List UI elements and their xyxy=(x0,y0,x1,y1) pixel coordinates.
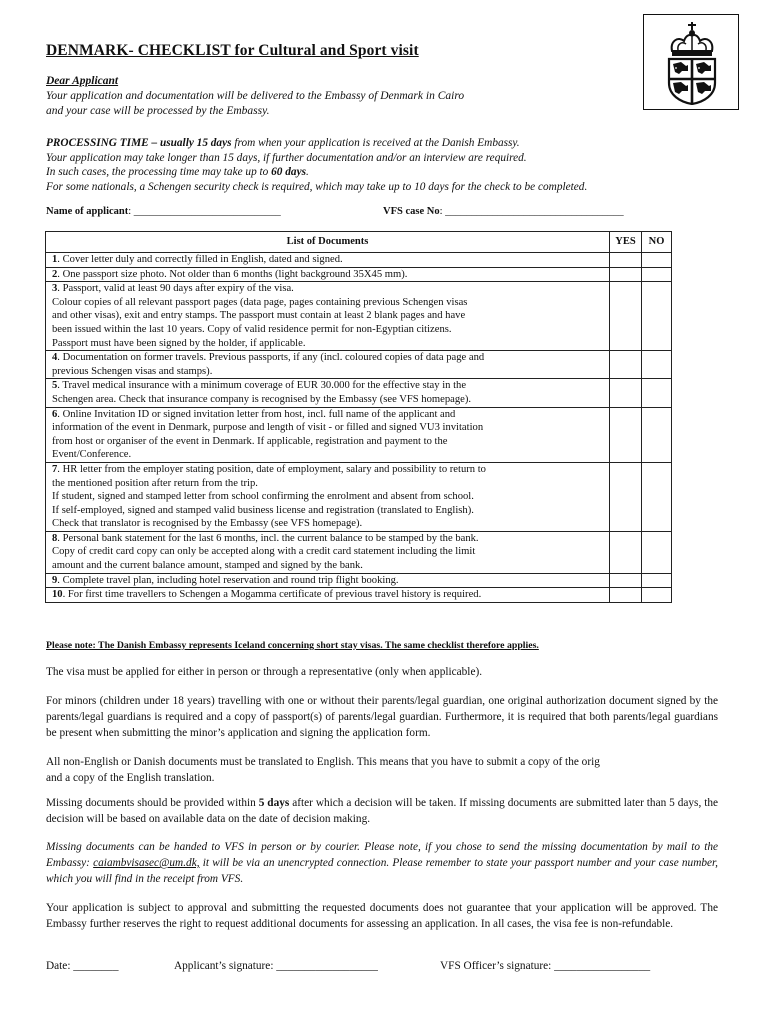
intro-block xyxy=(46,74,646,119)
greeting: Dear Applicant xyxy=(46,75,119,87)
item-number: 1 xyxy=(52,254,58,265)
processing-block xyxy=(46,136,686,194)
intro-line: and your case will be processed by the Embassy. xyxy=(46,105,270,117)
table-row xyxy=(46,531,672,573)
item-number: 4 xyxy=(52,352,58,364)
processing-line xyxy=(46,136,686,151)
missing-text: after which a decision will be taken. If missing documents are submitted later than 5 days, the decision will be based on available data on the date of decision making. xyxy=(46,797,718,825)
table-row xyxy=(46,267,672,282)
item-number: 10 xyxy=(52,589,63,601)
no-checkbox-cell[interactable] xyxy=(642,531,672,573)
iceland-note: Please note: The Danish Embassy represents Iceland concerning short stay visas. The same checklist therefore applies. xyxy=(46,640,539,651)
vfs-case-blank: : __________________________________ xyxy=(439,206,624,217)
yes-checkbox-cell[interactable] xyxy=(610,531,642,573)
document-item xyxy=(46,588,610,603)
document-item xyxy=(46,379,610,407)
page-title: DENMARK- CHECKLIST for Cultural and Sport visit xyxy=(46,42,419,59)
paragraph-translation xyxy=(46,754,718,786)
coat-of-arms-icon xyxy=(664,21,720,105)
applicant-name-field[interactable] xyxy=(46,206,281,217)
yes-checkbox-cell[interactable] xyxy=(610,379,642,407)
item-text: . One passport size photo. Not older than 6 months (light background 35X45 mm). xyxy=(57,268,408,280)
document-item xyxy=(46,573,610,588)
date-field[interactable]: Date: ________ xyxy=(46,960,119,972)
table-row xyxy=(46,573,672,588)
table-row xyxy=(46,462,672,531)
document-item xyxy=(46,407,610,462)
applicant-signature-field[interactable]: Applicant’s signature: __________________ xyxy=(174,960,378,972)
document-item xyxy=(46,267,610,282)
processing-days: 60 days xyxy=(271,166,306,178)
translation-line: All non-English or Danish documents must be translated to English. This means that you have to submit a copy of the orig xyxy=(46,756,600,768)
embassy-email-link[interactable]: caiambvisasec@um.dk, xyxy=(93,857,200,869)
no-checkbox-cell[interactable] xyxy=(642,573,672,588)
item-number: 6 xyxy=(52,408,58,420)
yes-checkbox-cell[interactable] xyxy=(610,267,642,282)
no-checkbox-cell[interactable] xyxy=(642,267,672,282)
item-number: 2 xyxy=(52,268,58,280)
no-checkbox-cell[interactable] xyxy=(642,407,672,462)
table-row xyxy=(46,282,672,351)
paragraph-representative: The visa must be applied for either in person or through a representative (only when applicable). xyxy=(46,666,483,678)
header-documents: List of Documents xyxy=(46,232,610,253)
processing-text: In such cases, the processing time may take up to xyxy=(46,166,272,178)
courier-text: Missing documents can be handed to VFS in person or by courier. Please note, if you chose to send the missing documentation by mail to the Embassy: xyxy=(46,841,718,869)
intro-line: Your application and documentation will be delivered to the Embassy of Denmark in Cairo xyxy=(46,90,465,102)
no-checkbox-cell[interactable] xyxy=(642,253,672,268)
yes-checkbox-cell[interactable] xyxy=(610,462,642,531)
translation-line: and a copy of the English translation. xyxy=(46,772,215,784)
documents-table xyxy=(45,231,672,603)
document-item xyxy=(46,462,610,531)
paragraph-missing-documents xyxy=(46,795,718,827)
vfs-officer-signature-field[interactable]: VFS Officer’s signature: _________________ xyxy=(440,960,651,972)
no-checkbox-cell[interactable] xyxy=(642,379,672,407)
no-checkbox-cell[interactable] xyxy=(642,351,672,379)
item-text: . Personal bank statement for the last 6 months, incl. the current balance to be stamped by the bank. Copy of credit card copy can only be accepted along with a credit card statement including the limit amount and the current balance amount, stamped and signed by the bank. xyxy=(52,532,479,572)
item-text: . Passport, valid at least 90 days after expiry of the visa. Colour copies of all relevant passport pages (data page, pages containing previous Schengen visas and other visas), exit and entry stamps. The passport must contain at least 2 blank pages and have been issued within the last 10 years. Copy of valid residence permit for non-Egyptian citizens. Passport must have been signed by the holder, if applicable. xyxy=(52,283,468,349)
table-row xyxy=(46,379,672,407)
item-text: . Documentation on former travels. Previous passports, if any (incl. coloured copies of data page and previous Schengen visas and stamps). xyxy=(52,352,485,377)
item-number: 3 xyxy=(52,283,58,295)
processing-text: from when your application is received at the Danish Embassy. xyxy=(231,137,520,149)
processing-line xyxy=(46,165,686,180)
yes-checkbox-cell[interactable] xyxy=(610,407,642,462)
no-checkbox-cell[interactable] xyxy=(642,462,672,531)
applicant-name-blank: : ____________________________ xyxy=(128,206,281,217)
no-checkbox-cell[interactable] xyxy=(642,282,672,351)
yes-checkbox-cell[interactable] xyxy=(610,573,642,588)
item-text: . HR letter from the employer stating position, date of employment, salary and possibility to return to the mentioned position after return from the trip. If student, signed and stamped letter from school confirming the enrolment and absent from school. If self-employed, signed and stamped valid business license and registration (translated to English). Check that translator is recognised by the Embassy (see VFS homepage). xyxy=(52,463,486,530)
item-number: 9 xyxy=(52,574,58,586)
vfs-case-field[interactable] xyxy=(383,206,624,217)
header-no: NO xyxy=(642,232,672,253)
document-item xyxy=(46,253,610,268)
table-row xyxy=(46,588,672,603)
table-header-row xyxy=(46,232,672,253)
processing-text: . xyxy=(306,166,309,178)
item-text: . Cover letter duly and correctly filled in English, dated and signed. xyxy=(57,254,343,265)
document-item xyxy=(46,282,610,351)
paragraph-approval: Your application is subject to approval and submitting the requested documents does not guarantee that your application will be approved. The Embassy further reserves the right to request additional documents for assessing an application. In all cases, the visa fee is non-refundable. xyxy=(46,902,718,930)
table-row xyxy=(46,351,672,379)
processing-line: For some nationals, a Schengen security check is required, which may take up to 10 days for the check to be completed. xyxy=(46,180,588,193)
item-number: 8 xyxy=(52,532,58,544)
item-number: 5 xyxy=(52,380,58,392)
vfs-case-label: VFS case No xyxy=(383,206,440,217)
document-item xyxy=(46,351,610,379)
courier-text: it will be via an unencrypted connection. Please remember to state your passport number and your case number, which you will find in the receipt from VFS. xyxy=(46,857,718,885)
applicant-name-label: Name of applicant xyxy=(46,206,129,217)
item-text: . Travel medical insurance with a minimum coverage of EUR 30.000 for the effective stay in the Schengen area. Check that insurance company is recognised by the Embassy (see VFS homepage). xyxy=(52,380,472,405)
yes-checkbox-cell[interactable] xyxy=(610,282,642,351)
missing-days: 5 days xyxy=(258,797,290,809)
table-row xyxy=(46,407,672,462)
table-row xyxy=(46,253,672,268)
header-yes: YES xyxy=(610,232,642,253)
missing-text: Missing documents should be provided within xyxy=(46,797,259,809)
yes-checkbox-cell[interactable] xyxy=(610,351,642,379)
item-text: . Complete travel plan, including hotel reservation and round trip flight booking. xyxy=(57,574,399,586)
paragraph-courier xyxy=(46,839,718,887)
item-text: . For first time travellers to Schengen a Mogamma certificate of previous travel history is required. xyxy=(62,589,482,601)
yes-checkbox-cell[interactable] xyxy=(610,253,642,268)
processing-line: Your application may take longer than 15 days, if further documentation and/or an interview are required. xyxy=(46,151,527,164)
paragraph-minors: For minors (children under 18 years) travelling with one or without their parents/legal guardian, one original authorization document signed by the parents/legal guardians is required and a copy of passport(s) of parents/legal guardian. Furthermore, it is required that both parents/legal guardians be present when submitting the minor’s application and signing the application form. xyxy=(46,695,718,739)
item-text: . Online Invitation ID or signed invitation letter from host, incl. full name of the applicant and information of the event in Denmark, purpose and length of visit - or filled and signed VU3 invitation from host or organiser of the event in Denmark. If applicable, registration and payment to the Event/Conference. xyxy=(52,408,484,461)
document-item xyxy=(46,531,610,573)
processing-label: PROCESSING TIME – usually 15 days xyxy=(46,137,232,149)
no-checkbox-cell[interactable] xyxy=(642,588,672,603)
yes-checkbox-cell[interactable] xyxy=(610,588,642,603)
crest-frame xyxy=(643,14,739,110)
item-number: 7 xyxy=(52,463,58,475)
